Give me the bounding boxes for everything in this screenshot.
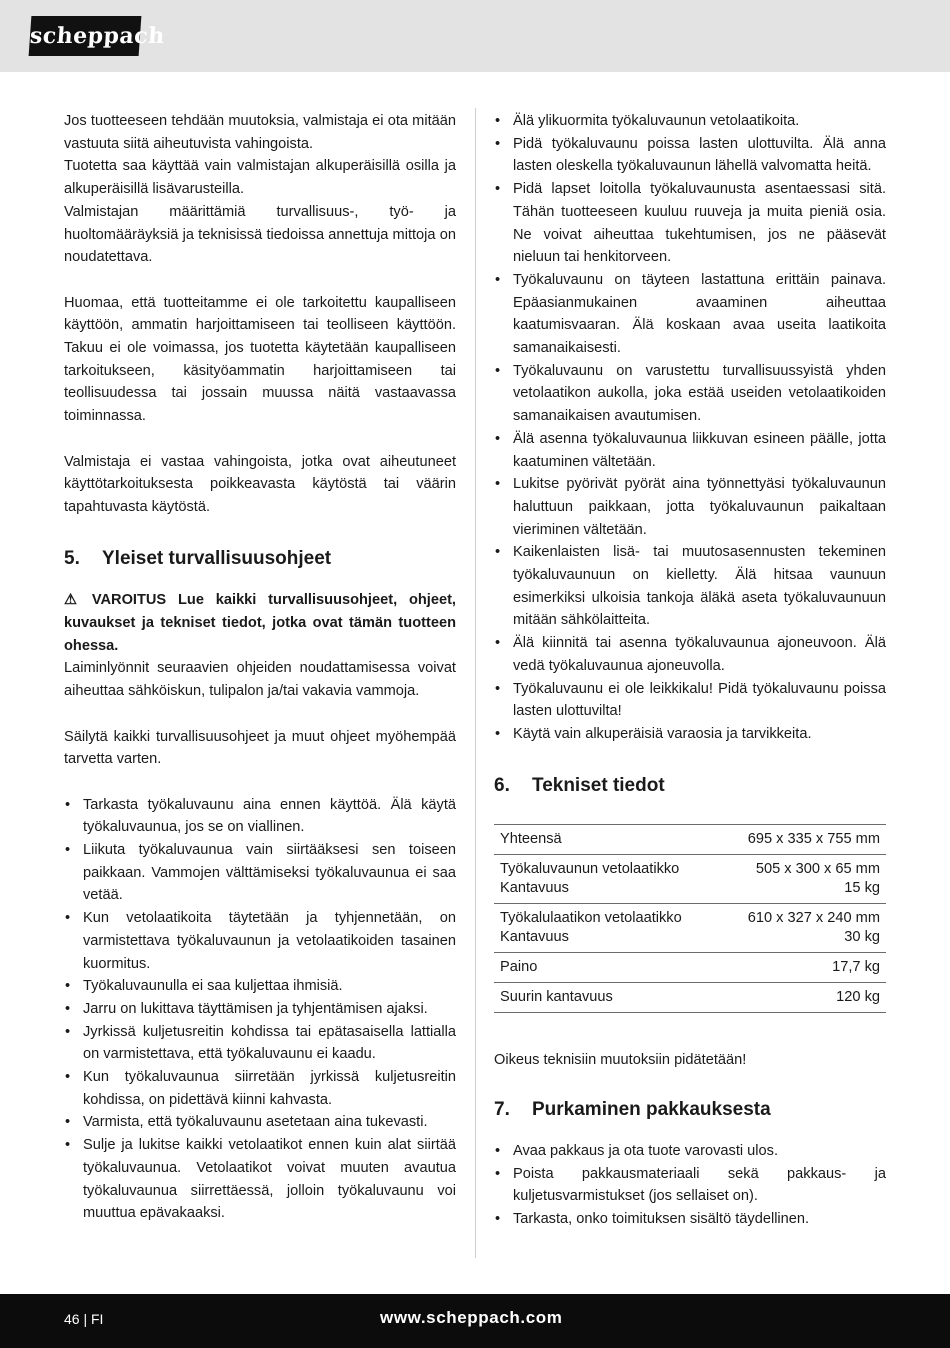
- section-7-heading: [494, 1098, 886, 1122]
- commercial-use-text: Huomaa, että tuotteitamme ei ole tarkoitettu kaupalliseen käyttöön, ammatin harjoittamiseen tai teolliseen käyttöön. Takuu ei ole voimassa, jos tuotetta käytetään kaupalliseen tarkoitukseen, käsityöammatin harjoittamiseen tai teollisuudessa tai jossain muussa näitä vastaavassa toiminnassa.: [64, 294, 456, 425]
- intro-text-3: Valmistajan määrittämiä turvallisuus-, työ- ja huoltomääräyksiä ja teknisissä tiedoissa annettuja mittoja on noudatettava.: [64, 203, 456, 266]
- list-item: • Lukitse pyörivät pyörät aina työnnettyäsi työkaluvaunun haluttuun paikkaan, jotta työkaluvaunun paikaltaan vieriminen vältetään.: [494, 473, 886, 541]
- left-column: [64, 110, 456, 1225]
- section-number: 5.: [64, 548, 80, 570]
- table-value: 695 x 335 x 755 mm: [719, 825, 886, 855]
- warning-text: Laiminlyönnit seuraavien ohjeiden noudattamisessa voivat aiheuttaa sähköiskun, tulipalon ja/tai vakavia vammoja.: [64, 660, 456, 700]
- intro-text-1: Jos tuotteeseen tehdään muutoksia, valmistaja ei ota mitään vastuuta siitä aiheutuvista vahingoista.: [64, 113, 456, 152]
- section-number: 7.: [494, 1099, 510, 1121]
- liability-text: Valmistaja ei vastaa vahingoista, jotka ovat aiheutuneet käyttötarkoituksesta poikkeavasta käytöstä tai väärin tapahtuvasta käytöstä.: [64, 453, 456, 515]
- table-value: 610 x 327 x 240 mm 30 kg: [719, 904, 886, 953]
- warning-icon: ⚠: [64, 592, 78, 609]
- table-label: Yhteensä: [494, 825, 719, 855]
- warning-bold-text: VAROITUS Lue kaikki turvallisuusohjeet, ohjeet, kuvaukset ja tekniset tiedot, jotka ovat tämän tuotteen ohessa.: [64, 592, 456, 654]
- table-label: Paino: [494, 953, 719, 983]
- list-item: • Tarkasta työkaluvaunu aina ennen käyttöä. Älä käytä työkaluvaunua, jos se on viallinen.: [64, 794, 456, 839]
- list-item: • Pidä lapset loitolla työkaluvaunusta asentaessasi sitä. Tähän tuotteeseen kuuluu ruuveja ja muita pieniä osia. Ne voivat aiheuttaa tukehtumisen, jos ne pääsevät nieluun tai henkitorveen.: [494, 178, 886, 269]
- table-value: 120 kg: [719, 983, 886, 1013]
- table-label: Suurin kantavuus: [494, 983, 719, 1013]
- list-item: • Työkaluvaunulla ei saa kuljettaa ihmisiä.: [64, 975, 456, 998]
- right-column: [494, 110, 886, 1231]
- table-label: Työkaluvaunun vetolaatikko Kantavuus: [494, 855, 719, 904]
- unpacking-list: [494, 1140, 886, 1231]
- section-title: Yleiset turvallisuusohjeet: [102, 548, 332, 570]
- table-value: 17,7 kg: [719, 953, 886, 983]
- keep-instructions-text: Säilytä kaikki turvallisuusohjeet ja muut ohjeet myöhempää tarvetta varten.: [64, 728, 456, 768]
- list-item: • Älä asenna työkaluvaunua liikkuvan esineen päälle, jotta kaatuminen vältetään.: [494, 428, 886, 473]
- table-row: [494, 983, 886, 1013]
- section-title: Tekniset tiedot: [532, 775, 665, 797]
- website-link[interactable]: www.scheppach.com: [380, 1308, 563, 1327]
- list-item: • Poista pakkausmateriaali sekä pakkaus- ja kuljetusvarmistukset (jos sellaiset on).: [494, 1163, 886, 1208]
- list-item: • Jyrkissä kuljetusreitin kohdissa tai epätasaisella lattialla on varmistettava, että työkaluvaunu ei kaadu.: [64, 1021, 456, 1066]
- table-label: Työkalulaatikon vetolaatikko Kantavuus: [494, 904, 719, 953]
- intro-text-2: Tuotetta saa käyttää vain valmistajan alkuperäisillä osilla ja alkuperäisillä lisävarusteilla.: [64, 158, 456, 198]
- scheppach-logo: scheppach: [29, 16, 142, 56]
- list-item: • Tarkasta, onko toimituksen sisältö täydellinen.: [494, 1208, 886, 1231]
- list-item: • Kun työkaluvaunua siirretään jyrkissä kuljetusreitin kohdissa, on pidettävä kiinni kahvasta.: [64, 1066, 456, 1111]
- section-6-heading: [494, 774, 886, 798]
- list-item: • Varmista, että työkaluvaunu asetetaan aina tukevasti.: [64, 1111, 456, 1134]
- list-item: • Älä ylikuormita työkaluvaunun vetolaatikoita.: [494, 110, 886, 133]
- page-header: [0, 0, 950, 72]
- table-row: [494, 855, 886, 904]
- list-item: • Jarru on lukittava täyttämisen ja tyhjentämisen ajaksi.: [64, 998, 456, 1021]
- list-item: • Sulje ja lukitse kaikki vetolaatikot ennen kuin alat siirtää työkaluvaunua. Vetolaatikot voivat muuten avautua työkaluvaunua siirrettäessä, jolloin työkaluvaunu voi muuttua epävakaaksi.: [64, 1134, 456, 1225]
- list-item: • Työkaluvaunu ei ole leikkikalu! Pidä työkaluvaunu poissa lasten ulottuvilta!: [494, 678, 886, 723]
- technical-data-table: [494, 824, 886, 1013]
- list-item: • Työkaluvaunu on täyteen lastattuna erittäin painava. Epäasianmukainen avaaminen aiheuttaa kaatumisvaaran. Älä koskaan avaa useita laatikoita samanaikaisesti.: [494, 269, 886, 360]
- section-5-heading: [64, 547, 456, 571]
- table-row: [494, 953, 886, 983]
- section-title: Purkaminen pakkauksesta: [532, 1099, 771, 1121]
- column-divider: [475, 108, 476, 1258]
- list-item: • Älä kiinnitä tai asenna työkaluvaunua ajoneuvoon. Älä vedä työkaluvaunua ajoneuvolla.: [494, 632, 886, 677]
- table-value: 505 x 300 x 65 mm 15 kg: [719, 855, 886, 904]
- safety-list-right: [494, 110, 886, 746]
- list-item: • Avaa pakkaus ja ota tuote varovasti ulos.: [494, 1140, 886, 1163]
- list-item: • Käytä vain alkuperäisiä varaosia ja tarvikkeita.: [494, 723, 886, 746]
- list-item: • Liikuta työkaluvaunua vain siirtääksesi sen toiseen paikkaan. Vammojen välttämiseksi työkaluvaunua ei saa vetää.: [64, 839, 456, 907]
- technical-changes-note: Oikeus teknisiin muutoksiin pidätetään!: [494, 1052, 747, 1069]
- safety-list-left: [64, 794, 456, 1225]
- list-item: • Kaikenlaisten lisä- tai muutosasennusten tekeminen työkaluvaunuun on kielletty. Älä hitsaa vaunuun esimerkiksi ulkoisia tankoja äläkä aseta työkaluvaunuun mitään sähkölaitteita.: [494, 541, 886, 632]
- page-number: 46 | FI: [64, 1311, 104, 1327]
- list-item: • Kun vetolaatikoita täytetään ja tyhjennetään, on varmistettava työkaluvaunun ja vetolaatikoiden tasainen kuormitus.: [64, 907, 456, 975]
- section-number: 6.: [494, 775, 510, 797]
- table-row: [494, 825, 886, 855]
- table-row: [494, 904, 886, 953]
- list-item: • Pidä työkaluvaunu poissa lasten ulottuvilta. Älä anna lasten oleskella työkaluvaunun lähellä valvomatta heitä.: [494, 133, 886, 178]
- list-item: • Työkaluvaunu on varustettu turvallisuussyistä yhden vetolaatikon aukolla, joka estää useiden vetolaatikoiden samanaikaisen avautumisen.: [494, 360, 886, 428]
- page-footer: [0, 1294, 950, 1348]
- warning-heading: [64, 589, 456, 657]
